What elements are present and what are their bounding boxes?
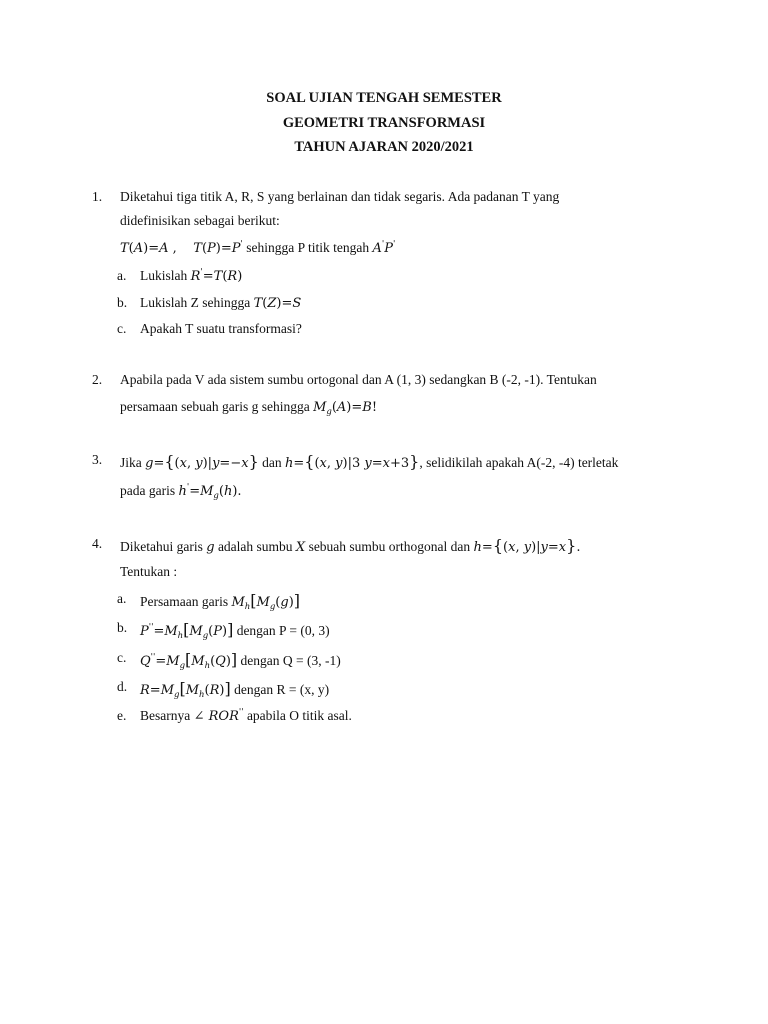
- question-text: Diketahui garis: [120, 539, 207, 554]
- var-g: g: [206, 540, 215, 555]
- sub-item-1c: Apakah T suatu transformasi?: [140, 321, 302, 336]
- item-text: dengan R = (x, y): [230, 682, 330, 697]
- formula-t-p: T(P)=P': [193, 239, 243, 256]
- question-text-2: [120, 399, 377, 415]
- header-year: TAHUN AJARAN 2020/2021: [294, 139, 474, 155]
- item-text: Besarnya: [140, 708, 194, 723]
- item-letter: e.: [117, 708, 127, 723]
- question-text-1: [120, 452, 618, 471]
- question-text: Apabila pada V ada sistem sumbu ortogonal dan A (1, 3) sedangkan B (-2, -1). Tentukan: [120, 372, 597, 387]
- question-text: Jika: [120, 455, 146, 470]
- formula-angle-ror: ∠ ROR'': [193, 707, 244, 724]
- definition-text: sehingga P titik tengah: [242, 240, 373, 255]
- definition-line: T(A)=A , T(P)=P' sehingga P titik tengah A'P': [120, 239, 396, 256]
- question-number: 4.: [92, 536, 103, 551]
- sub-item-4b: [140, 620, 330, 639]
- formula-h-set: h={(x, y)|y=x}.: [473, 536, 581, 555]
- question-text: didefinisikan sebagai berikut:: [120, 213, 280, 228]
- question-text: Tentukan :: [120, 564, 178, 579]
- question-number: 3.: [92, 452, 103, 467]
- question-text: sebuah sumbu orthogonal dan: [305, 539, 474, 554]
- item-letter: a.: [117, 591, 127, 606]
- question-number: 2.: [92, 372, 103, 387]
- item-text: Lukislah: [140, 268, 191, 283]
- formula-g-set: g={(x, y)|y=−x}: [145, 452, 259, 471]
- item-text: Lukislah Z sehingga: [140, 295, 254, 310]
- sub-item-4c: [140, 650, 341, 669]
- question-text-2: [120, 483, 242, 499]
- sub-item-4a: [140, 591, 300, 610]
- formula-r-prime: R'=T(R): [190, 267, 243, 284]
- formula-ap-prime: A'P': [372, 239, 396, 256]
- item-text: dengan P = (0, 3): [233, 623, 330, 638]
- header-course: GEOMETRI TRANSFORMASI: [282, 114, 486, 131]
- question-text: pada garis: [120, 483, 179, 498]
- formula-h-set: h={(x, y)|3 y=x+3}: [285, 452, 420, 471]
- item-text: apabila O titik asal.: [243, 708, 352, 723]
- question-text: dan: [258, 455, 285, 470]
- formula-h-prime: $h'=M_g(h)$.: [178, 482, 242, 501]
- question-text-1: [120, 536, 580, 555]
- formula-t-z: T(Z)=S: [253, 296, 302, 311]
- formula-r: $R=M_g[M_h(R)]$: [140, 679, 231, 700]
- formula-q-double-prime: $Q''=M_g[M_h(Q)]$: [140, 650, 238, 671]
- formula-mh-mg-g: $M_h[M_g(g)]$: [231, 591, 301, 612]
- sub-item-4e: [140, 708, 352, 724]
- document-header: [0, 86, 768, 160]
- item-letter: a.: [117, 268, 127, 283]
- formula-t-a: T(A)=A: [120, 241, 169, 256]
- question-text: persamaan sebuah garis g sehingga: [120, 399, 314, 414]
- question-text: , selidikilah apakah A(-2, -4) terletak: [419, 455, 619, 470]
- sub-item-1a: [140, 268, 242, 284]
- question-text: Diketahui tiga titik A, R, S yang berlainan dan tidak segaris. Ada padanan T yang: [120, 189, 560, 204]
- formula-p-double-prime: $P''=M_h[M_g(P)]$: [140, 620, 234, 641]
- sub-item-1b: [140, 295, 301, 311]
- item-letter: c.: [117, 650, 127, 665]
- item-text: Persamaan garis: [140, 594, 232, 609]
- question-text: adalah sumbu: [214, 539, 296, 554]
- item-text: dengan Q = (3, -1): [237, 653, 341, 668]
- var-x: X: [295, 540, 306, 555]
- item-letter: d.: [117, 679, 128, 694]
- question-number: 1.: [92, 189, 103, 204]
- sub-item-4d: [140, 679, 329, 698]
- header-title: SOAL UJIAN TENGAH SEMESTER: [266, 90, 502, 106]
- item-letter: c.: [117, 321, 127, 336]
- item-letter: b.: [117, 295, 128, 310]
- formula-mg-a-b: $M_g(A)=B$!: [313, 400, 378, 417]
- item-letter: b.: [117, 620, 128, 635]
